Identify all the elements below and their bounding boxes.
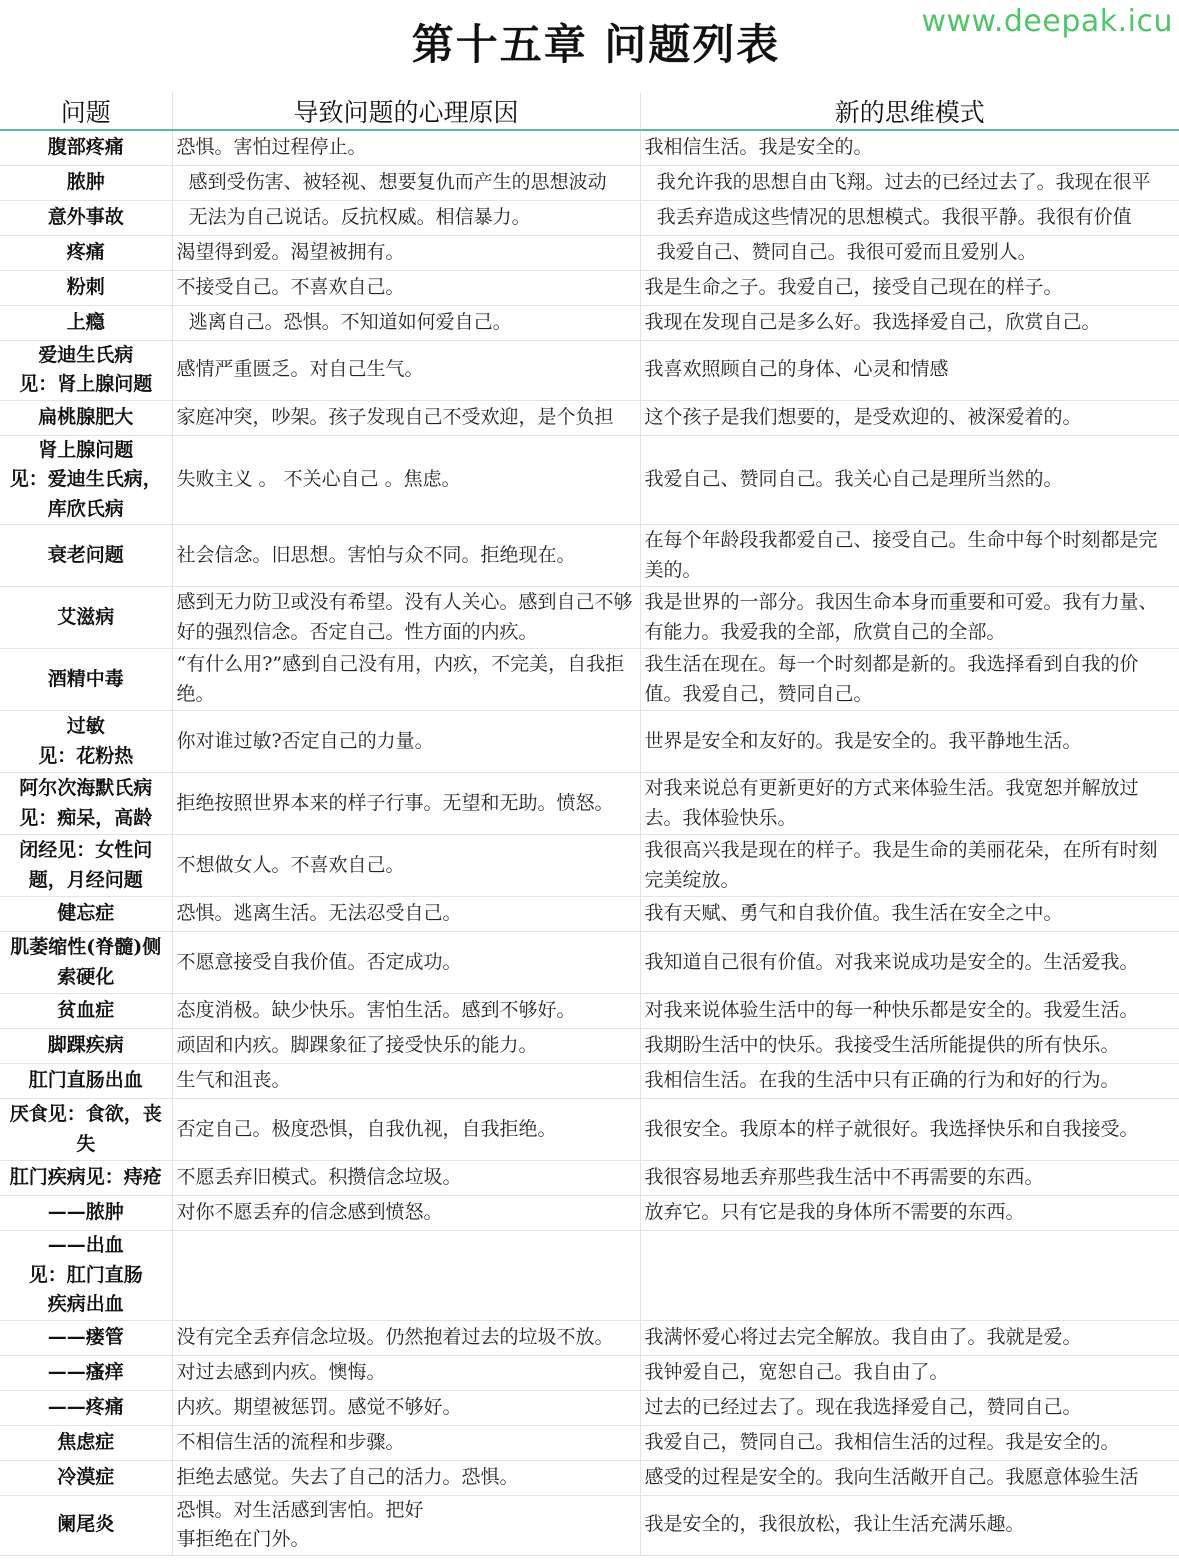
table-row (0, 1390, 1179, 1425)
table-row (0, 773, 1179, 835)
new-pattern-cell: 在每个年龄段我都爱自己、接受自己。生命中每个时刻都是完美的。 (640, 525, 1179, 587)
header-new-pattern: 新的思维模式 (640, 92, 1179, 130)
new-pattern-cell: 我有天赋、勇气和自我价值。我生活在安全之中。 (640, 897, 1179, 932)
new-pattern-cell: 世界是安全和友好的。我是安全的。我平静地生活。 (640, 711, 1179, 773)
new-pattern-cell: 我丢弃造成这些情况的思想模式。我很平静。我很有价值 (640, 200, 1179, 235)
cause-cell: 对过去感到内疚。懊悔。 (172, 1355, 640, 1390)
problem-cell: ——疼痛 (0, 1390, 172, 1425)
problem-table (0, 92, 1179, 1556)
new-pattern-cell: 我很高兴我是现在的样子。我是生命的美丽花朵，在所有时刻完美绽放。 (640, 835, 1179, 897)
new-pattern-cell: 对我来说总有更新更好的方式来体验生活。我宽恕并解放过去。我体验快乐。 (640, 773, 1179, 835)
problem-cell: 衰老问题 (0, 525, 172, 587)
problem-cell: 贫血症 (0, 994, 172, 1029)
problem-cell: ——瘘管 (0, 1320, 172, 1355)
problem-cell: 酒精中毒 (0, 649, 172, 711)
header-cause: 导致问题的心理原因 (172, 92, 640, 130)
problem-cell: 阿尔次海默氏病 见：痴呆，高龄 (0, 773, 172, 835)
new-pattern-cell: 这个孩子是我们想要的，是受欢迎的、被深爱着的。 (640, 400, 1179, 435)
problem-cell: 过敏 见：花粉热 (0, 711, 172, 773)
table-row (0, 130, 1179, 165)
problem-cell: 疼痛 (0, 235, 172, 270)
table-row (0, 165, 1179, 200)
cause-cell: 渴望得到爱。渴望被拥有。 (172, 235, 640, 270)
table-row (0, 835, 1179, 897)
table-row (0, 1099, 1179, 1161)
new-pattern-cell: 我很安全。我原本的样子就很好。我选择快乐和自我接受。 (640, 1099, 1179, 1161)
new-pattern-cell: 我很容易地丢弃那些我生活中不再需要的东西。 (640, 1161, 1179, 1196)
cause-cell: 失败主义 。 不关心自己 。焦虑。 (172, 435, 640, 525)
cause-cell: 感到无力防卫或没有希望。没有人关心。感到自己不够好的强烈信念。否定自己。性方面的内疚。 (172, 587, 640, 649)
cause-cell (172, 1231, 640, 1321)
table-row (0, 897, 1179, 932)
new-pattern-cell: 我是世界的一部分。我因生命本身而重要和可爱。我有力量、有能力。我爱我的全部，欣赏自己的全部。 (640, 587, 1179, 649)
problem-cell: 肾上腺问题 见：爱迪生氏病， 库欣氏病 (0, 435, 172, 525)
table-row (0, 525, 1179, 587)
problem-cell: 上瘾 (0, 305, 172, 340)
new-pattern-cell: 我爱自己、赞同自己。我关心自己是理所当然的。 (640, 435, 1179, 525)
problem-cell: ——脓肿 (0, 1196, 172, 1231)
table-row (0, 1425, 1179, 1460)
cause-cell: 不愿丢弃旧模式。积攒信念垃圾。 (172, 1161, 640, 1196)
table-row (0, 994, 1179, 1029)
cause-cell: 社会信念。旧思想。害怕与众不同。拒绝现在。 (172, 525, 640, 587)
new-pattern-cell: 我爱自己，赞同自己。我相信生活的过程。我是安全的。 (640, 1425, 1179, 1460)
cause-cell: “有什么用?”感到自己没有用，内疚，不完美，自我拒绝。 (172, 649, 640, 711)
problem-cell: 冷漠症 (0, 1460, 172, 1495)
new-pattern-cell: 我喜欢照顾自己的身体、心灵和情感 (640, 340, 1179, 400)
cause-cell: 不相信生活的流程和步骤。 (172, 1425, 640, 1460)
new-pattern-cell: 放弃它。只有它是我的身体所不需要的东西。 (640, 1196, 1179, 1231)
cause-cell: 拒绝去感觉。失去了自己的活力。恐惧。 (172, 1460, 640, 1495)
problem-cell: ——出血 见：肛门直肠 疾病出血 (0, 1231, 172, 1321)
problem-cell: 脚踝疾病 (0, 1029, 172, 1064)
cause-cell: 内疚。期望被惩罚。感觉不够好。 (172, 1390, 640, 1425)
cause-cell: 恐惧。逃离生活。无法忍受自己。 (172, 897, 640, 932)
problem-cell: 厌食见：食欲，丧 失 (0, 1099, 172, 1161)
new-pattern-cell: 过去的已经过去了。现在我选择爱自己，赞同自己。 (640, 1390, 1179, 1425)
cause-cell: 否定自己。极度恐惧，自我仇视，自我拒绝。 (172, 1099, 640, 1161)
problem-cell: 爱迪生氏病 见：肾上腺问题 (0, 340, 172, 400)
problem-cell: 腹部疼痛 (0, 130, 172, 165)
new-pattern-cell: 我相信生活。在我的生活中只有正确的行为和好的行为。 (640, 1064, 1179, 1099)
header-problem: 问题 (0, 92, 172, 130)
problem-cell: 肛门疾病见：痔疮 (0, 1161, 172, 1196)
table-row (0, 587, 1179, 649)
table-row (0, 1495, 1179, 1555)
cause-cell: 恐惧。对生活感到害怕。把好 事拒绝在门外。 (172, 1495, 640, 1555)
new-pattern-cell: 我相信生活。我是安全的。 (640, 130, 1179, 165)
cause-cell: 感到受伤害、被轻视、想要复仇而产生的思想波动 (172, 165, 640, 200)
cause-cell: 家庭冲突，吵架。孩子发现自己不受欢迎，是个负担 (172, 400, 640, 435)
new-pattern-cell: 我知道自己很有价值。对我来说成功是安全的。生活爱我。 (640, 932, 1179, 994)
cause-cell: 拒绝按照世界本来的样子行事。无望和无助。愤怒。 (172, 773, 640, 835)
new-pattern-cell: 我爱自己、赞同自己。我很可爱而且爱别人。 (640, 235, 1179, 270)
problem-cell: 肛门直肠出血 (0, 1064, 172, 1099)
table-row (0, 1460, 1179, 1495)
cause-cell: 没有完全丢弃信念垃圾。仍然抱着过去的垃圾不放。 (172, 1320, 640, 1355)
problem-cell: 阑尾炎 (0, 1495, 172, 1555)
cause-cell: 无法为自己说话。反抗权威。相信暴力。 (172, 200, 640, 235)
cause-cell: 恐惧。害怕过程停止。 (172, 130, 640, 165)
table-row (0, 305, 1179, 340)
table-row (0, 400, 1179, 435)
table-row (0, 1320, 1179, 1355)
problem-cell: 健忘症 (0, 897, 172, 932)
new-pattern-cell (640, 1231, 1179, 1321)
table-row (0, 1029, 1179, 1064)
cause-cell: 感情严重匮乏。对自己生气。 (172, 340, 640, 400)
table-row (0, 200, 1179, 235)
table-row (0, 711, 1179, 773)
table-row (0, 340, 1179, 400)
new-pattern-cell: 我满怀爱心将过去完全解放。我自由了。我就是爱。 (640, 1320, 1179, 1355)
new-pattern-cell: 我允许我的思想自由飞翔。过去的已经过去了。我现在很平 (640, 165, 1179, 200)
table-row (0, 649, 1179, 711)
cause-cell: 逃离自己。恐惧。不知道如何爱自己。 (172, 305, 640, 340)
watermark: www.deepak.icu (921, 4, 1173, 39)
page-title: 第十五章 问题列表 (411, 20, 781, 69)
table-row (0, 1231, 1179, 1321)
problem-cell: 艾滋病 (0, 587, 172, 649)
new-pattern-cell: 我钟爱自己，宽恕自己。我自由了。 (640, 1355, 1179, 1390)
cause-cell: 你对谁过敏?否定自己的力量。 (172, 711, 640, 773)
new-pattern-cell: 我生活在现在。每一个时刻都是新的。我选择看到自我的价值。我爱自己，赞同自己。 (640, 649, 1179, 711)
problem-cell: 粉刺 (0, 270, 172, 305)
new-pattern-cell: 我现在发现自己是多么好。我选择爱自己，欣赏自己。 (640, 305, 1179, 340)
table-row (0, 1196, 1179, 1231)
table-row (0, 270, 1179, 305)
table-row (0, 435, 1179, 525)
cause-cell: 生气和沮丧。 (172, 1064, 640, 1099)
cause-cell: 不接受自己。不喜欢自己。 (172, 270, 640, 305)
problem-cell: 脓肿 (0, 165, 172, 200)
problem-cell: 焦虑症 (0, 1425, 172, 1460)
table-row (0, 932, 1179, 994)
cause-cell: 不想做女人。不喜欢自己。 (172, 835, 640, 897)
table-row (0, 1161, 1179, 1196)
cause-cell: 不愿意接受自我价值。否定成功。 (172, 932, 640, 994)
problem-cell: 扁桃腺肥大 (0, 400, 172, 435)
problem-cell: 肌萎缩性(脊髓)侧 索硬化 (0, 932, 172, 994)
new-pattern-cell: 我是安全的，我很放松，我让生活充满乐趣。 (640, 1495, 1179, 1555)
table-row (0, 1355, 1179, 1390)
problem-cell: 闭经见：女性问 题，月经问题 (0, 835, 172, 897)
new-pattern-cell: 感受的过程是安全的。我向生活敞开自己。我愿意体验生活 (640, 1460, 1179, 1495)
new-pattern-cell: 我期盼生活中的快乐。我接受生活所能提供的所有快乐。 (640, 1029, 1179, 1064)
problem-cell: ——瘙痒 (0, 1355, 172, 1390)
cause-cell: 对你不愿丢弃的信念感到愤怒。 (172, 1196, 640, 1231)
new-pattern-cell: 我是生命之子。我爱自己，接受自己现在的样子。 (640, 270, 1179, 305)
table-row (0, 235, 1179, 270)
cause-cell: 顽固和内疚。脚踝象征了接受快乐的能力。 (172, 1029, 640, 1064)
cause-cell: 态度消极。缺少快乐。害怕生活。感到不够好。 (172, 994, 640, 1029)
new-pattern-cell: 对我来说体验生活中的每一种快乐都是安全的。我爱生活。 (640, 994, 1179, 1029)
problem-cell: 意外事故 (0, 200, 172, 235)
table-header-row (0, 92, 1179, 130)
table-row (0, 1064, 1179, 1099)
